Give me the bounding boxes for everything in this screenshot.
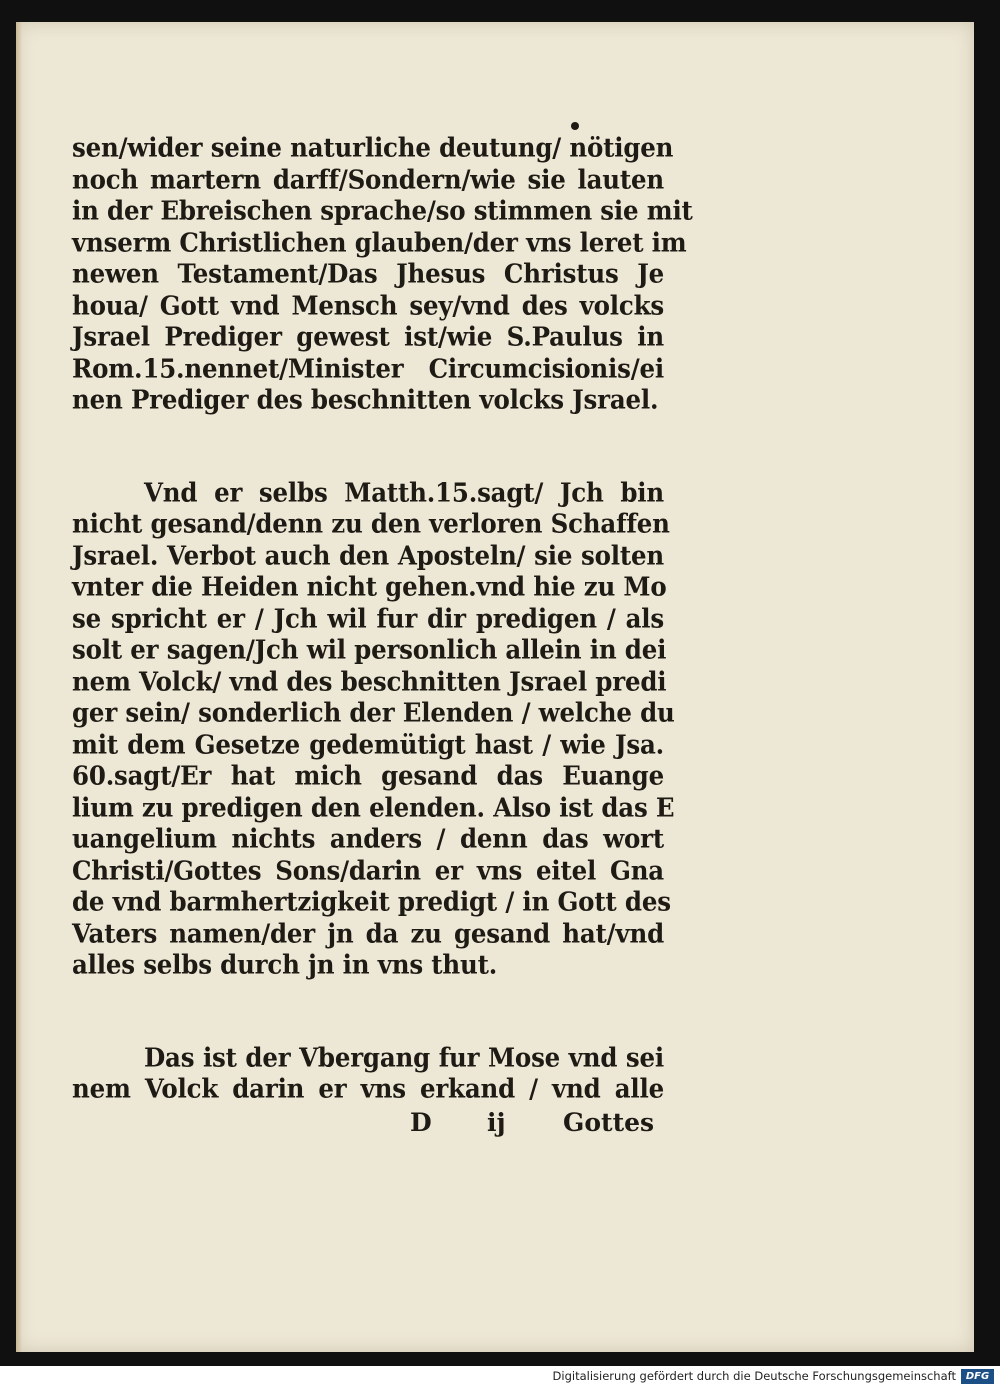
footer-bar (0, 1366, 1000, 1388)
text-line: in der Ebreischen sprache/so stimmen sie mit (72, 195, 693, 226)
signature-number: ij (487, 1108, 506, 1137)
text-line: lium zu predigen den elenden. Also ist das E (72, 791, 675, 823)
paragraph (72, 132, 693, 416)
text-line: nem Volck darin er vns erkand / vnd alle (72, 1073, 664, 1104)
dfg-logo: DFG (961, 1369, 994, 1384)
text-line: 60.sagt/Er hat mich gesand das Euange (72, 760, 664, 791)
signature-letter: D (410, 1108, 432, 1137)
text-line: nicht gesand/denn zu den verloren Schaffen (72, 508, 670, 539)
text-line: Vaters namen/der jn da zu gesand hat/vnd (72, 917, 664, 949)
page-text-block (72, 132, 693, 1105)
text-line: nem Volck/ vnd des beschnitten Jsrael predi (72, 665, 667, 697)
funding-credit: Digitalisierung gefördert durch die Deutsche Forschungsgemeinschaft (552, 1369, 956, 1383)
text-line: Das ist der Vbergang fur Mose vnd sei (144, 1041, 664, 1073)
text-line: nen Prediger des beschnitten volcks Jsrael. (72, 384, 659, 415)
text-line: noch martern darff/Sondern/wie sie lauten (72, 163, 664, 195)
text-line: solt er sagen/Jch wil personlich allein in dei (72, 634, 667, 665)
text-line: vnserm Christlichen glauben/der vns leret im (72, 226, 687, 258)
paragraph-gap (72, 416, 664, 477)
paragraph-gap (72, 981, 664, 1042)
text-line: houa/ Gott vnd Mensch sey/vnd des volcks (72, 289, 664, 321)
text-line: newen Testament/Das Jhesus Christus Je (72, 258, 664, 289)
paragraph (72, 1042, 664, 1105)
text-line: vnter die Heiden nicht gehen.vnd hie zu Mo (72, 571, 667, 602)
text-line: Rom.15.nennet/Minister Circumcisionis/ei (72, 352, 664, 384)
ink-dot-mark (571, 122, 579, 130)
page-gutter-shadow (16, 22, 22, 1352)
text-line: de vnd barmhertzigkeit predigt / in Gott des (72, 886, 671, 917)
text-line: Jsrael Prediger gewest ist/wie S.Paulus in (72, 321, 664, 352)
text-line: Vnd er selbs Matth.15.sagt/ Jch bin (144, 476, 664, 508)
catchword: Gottes (563, 1108, 655, 1137)
paragraph (72, 476, 675, 981)
text-line: alles selbs durch jn in vns thut. (72, 949, 498, 980)
text-line: ger sein/ sonderlich der Elenden / welche du (72, 697, 675, 728)
text-line: mit dem Gesetze gedemütigt hast / wie Jsa. (72, 728, 664, 760)
text-line: uangelium nichts anders / denn das wort (72, 823, 664, 854)
text-line: Jsrael. Verbot auch den Aposteln/ sie solten (72, 539, 664, 571)
text-line: sen/wider seine naturliche deutung/ nötigen (72, 132, 674, 163)
text-line: se spricht er / Jch wil fur dir predigen / als (72, 602, 664, 634)
text-line: Christi/Gottes Sons/darin er vns eitel Gna (72, 854, 664, 886)
